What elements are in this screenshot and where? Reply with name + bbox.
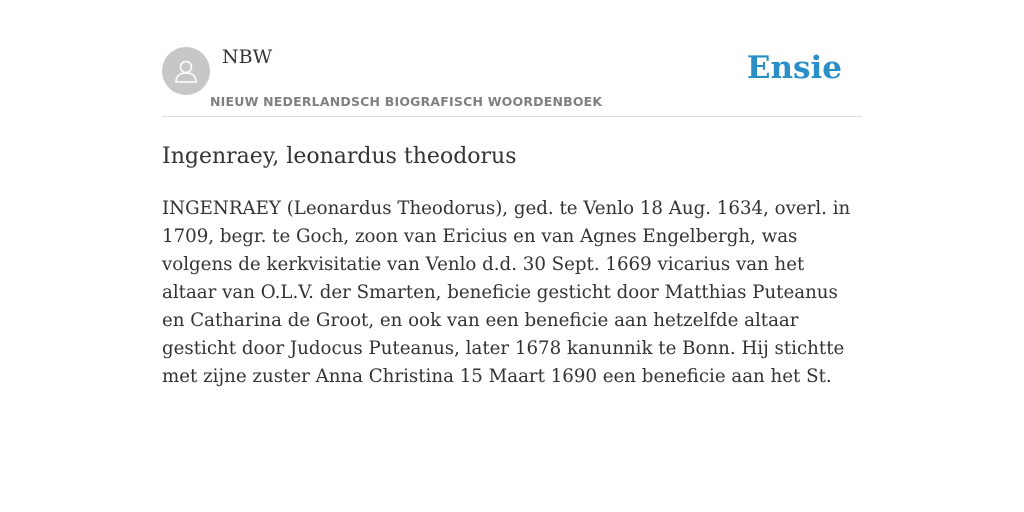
article-title: Ingenraey, leonardus theodorus [162,144,517,169]
ensie-logo-link[interactable]: Ensie [746,50,842,86]
article-card [162,0,862,391]
source-header [162,0,862,117]
source-full-name: NIEUW NEDERLANDSCH BIOGRAFISCH WOORDENBOEK [210,94,603,109]
user-icon [172,57,200,85]
source-avatar[interactable] [162,47,210,95]
article-body: INGENRAEY (Leonardus Theodorus), ged. te Venlo 18 Aug. 1634, overl. in 1709, begr. te Goch, zoon van Ericius en van Agnes Engelbergh, was volgens de kerkvisitatie van Venlo d.d. 30 Sept. 1669 vicarius van het altaar van O.L.V. der Smarten, beneficie gesticht door Matthias Puteanus en Catharina de Groot, en ook van een beneficie aan hetzelfde altaar gesticht door Judocus Puteanus, later 1678 kanunnik te Bonn. Hij stichtte met zijne zuster Anna Christina 15 Maart 1690 een beneficie aan het St. [162,198,851,387]
source-name[interactable]: NBW [222,46,273,68]
